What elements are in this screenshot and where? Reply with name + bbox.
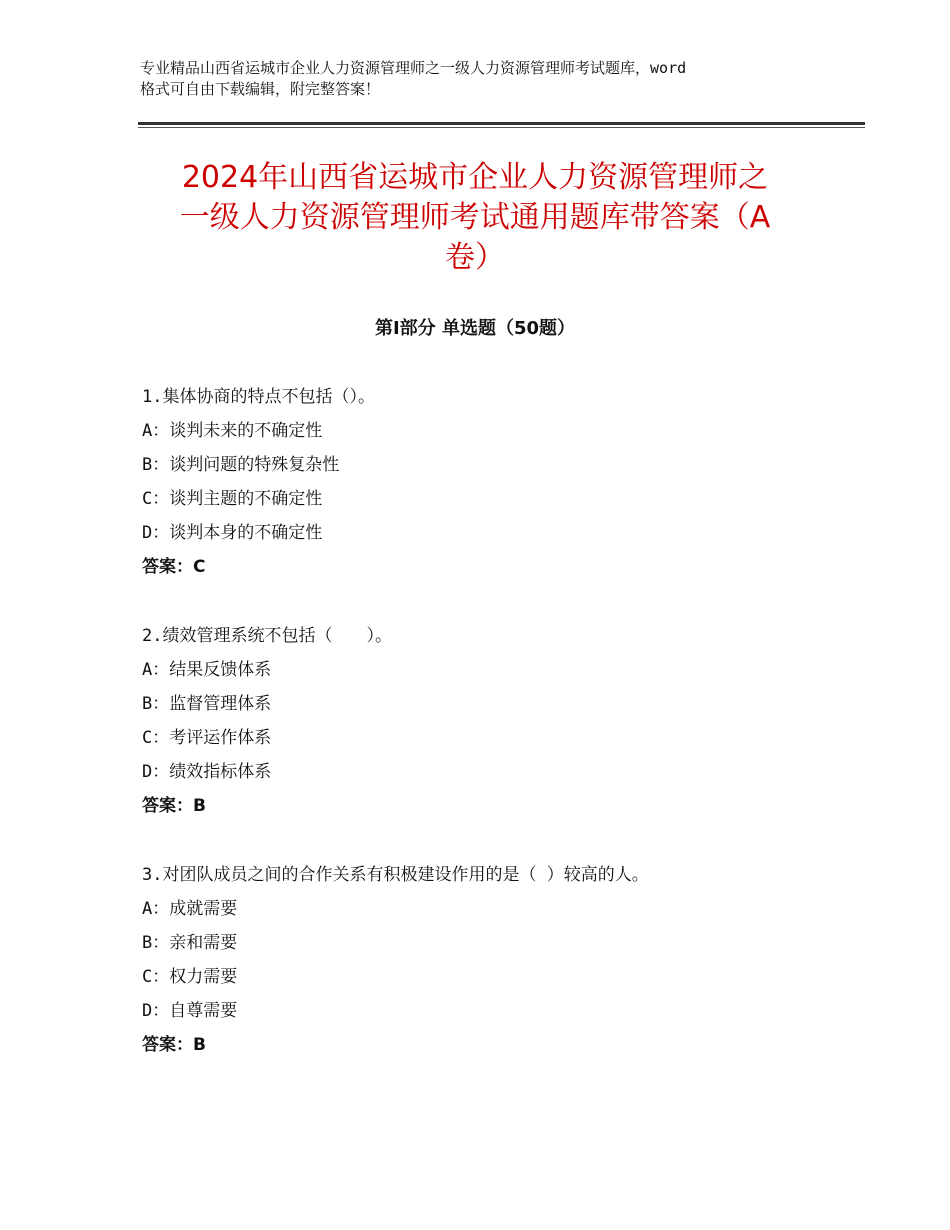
section-title: 第Ⅰ部分 单选题（50题） (374, 318, 575, 339)
option-a: A：结果反馈体系 (142, 660, 272, 680)
option-b: B：亲和需要 (142, 933, 238, 953)
question-3 (142, 858, 842, 1062)
option-c: C：谈判主题的不确定性 (142, 489, 323, 509)
option-d: D：绩效指标体系 (142, 762, 272, 782)
header-note-line-2: 格式可自由下载编辑，附完整答案！ (140, 80, 381, 98)
question-stem: 2.绩效管理系统不包括（ ）。 (142, 626, 392, 646)
question-stem: 3.对团队成员之间的合作关系有积极建设作用的是（ ）较高的人。 (142, 865, 649, 885)
answer: 答案：B (142, 796, 206, 816)
option-c: C：权力需要 (142, 967, 238, 987)
answer: 答案：C (142, 557, 206, 577)
title-line-1: 2024年山西省运城市企业人力资源管理师之 (181, 160, 769, 195)
document-title (120, 158, 830, 278)
option-a: A：成就需要 (142, 899, 238, 919)
option-b: B：谈判问题的特殊复杂性 (142, 455, 340, 475)
header-note-line-1: 专业精品山西省运城市企业人力资源管理师之一级人力资源管理师考试题库，word (140, 59, 687, 77)
title-line-2: 一级人力资源管理师考试通用题库带答案（A (179, 200, 771, 235)
header-note (140, 58, 830, 100)
option-b: B：监督管理体系 (142, 694, 272, 714)
question-2 (142, 619, 842, 823)
option-d: D：谈判本身的不确定性 (142, 523, 323, 543)
question-1 (142, 380, 842, 584)
answer: 答案：B (142, 1035, 206, 1055)
header-divider-thin (138, 127, 865, 128)
option-a: A：谈判未来的不确定性 (142, 421, 323, 441)
title-line-3: 卷） (445, 240, 505, 275)
option-d: D：自尊需要 (142, 1001, 238, 1021)
header-divider-thick (138, 122, 865, 125)
question-stem: 1.集体协商的特点不包括（）。 (142, 387, 375, 407)
option-c: C：考评运作体系 (142, 728, 272, 748)
